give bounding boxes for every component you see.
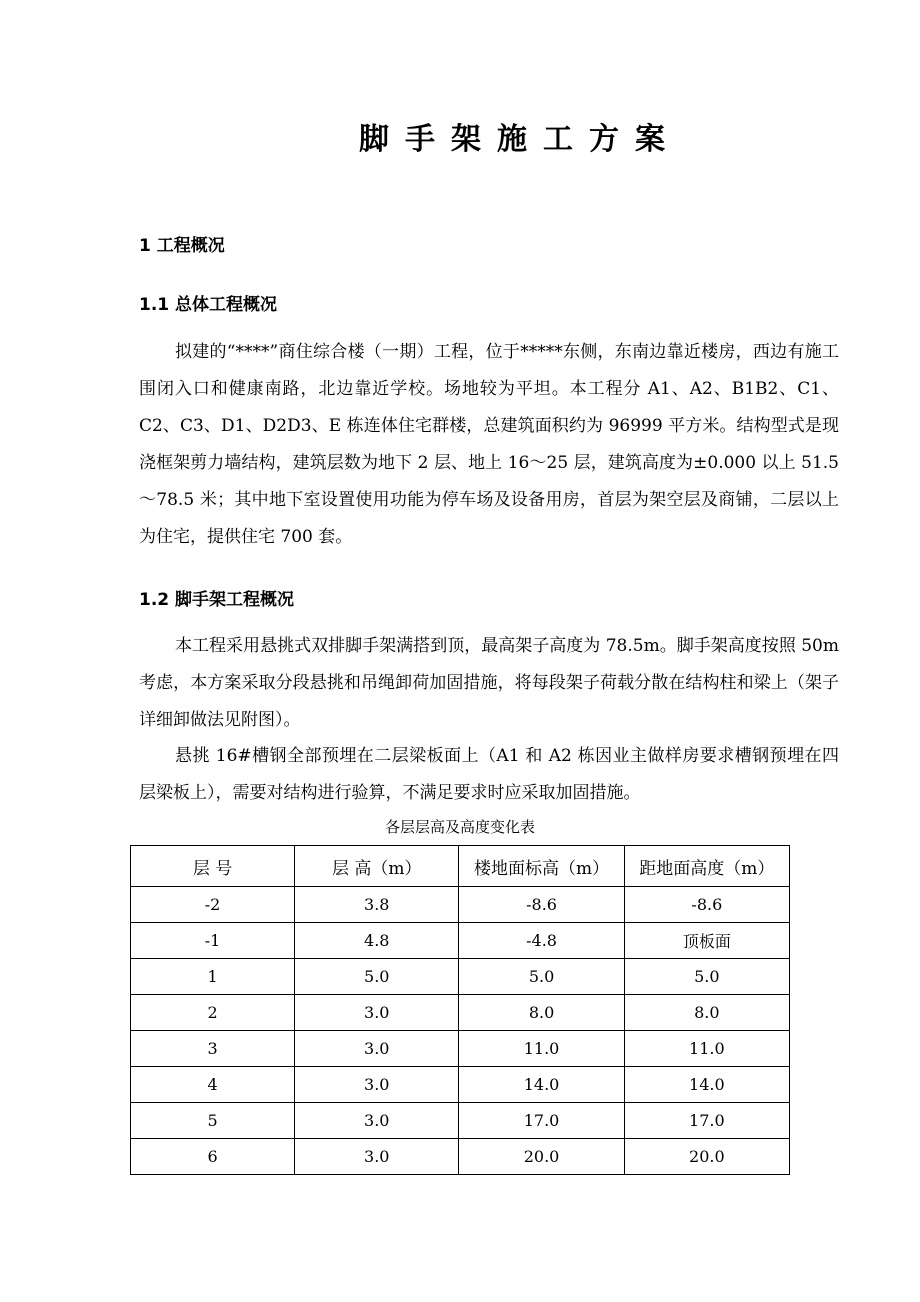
section-heading-1-2: 1.2 脚手架工程概况 [139,590,295,610]
table-cell: 8.0 [624,995,789,1031]
table-row [131,1067,790,1103]
table-caption: 各层层高及高度变化表 [384,818,535,836]
table-cell: 5.0 [295,959,459,995]
table-cell: 顶板面 [624,923,789,959]
table-row [131,1103,790,1139]
paragraph-cantilever-steel: 悬挑 16#槽钢全部预埋在二层梁板面上（A1 和 A2 栋因业主做样房要求槽钢预埋在四层梁板上），需要对结构进行验算，不满足要求时应采取加固措施。 [139,746,839,803]
header-height-above-ground: 距地面高度（m） [624,846,789,887]
section-heading-1-1: 1.1 总体工程概况 [139,295,278,315]
table-cell: 5 [131,1103,295,1139]
table-cell: -8.6 [459,887,624,923]
table-cell: 14.0 [624,1067,789,1103]
table-cell: 20.0 [624,1139,789,1175]
table-cell: 17.0 [624,1103,789,1139]
header-floor-elevation: 楼地面标高（m） [459,846,624,887]
table-cell: 4.8 [295,923,459,959]
table-row [131,1139,790,1175]
table-cell: 17.0 [459,1103,624,1139]
table-cell: 11.0 [459,1031,624,1067]
table-cell: 1 [131,959,295,995]
table-row [131,959,790,995]
table-header-row [131,846,790,887]
table-cell: 2 [131,995,295,1031]
paragraph-project-overview: 拟建的“****”商住综合楼（一期）工程，位于*****东侧，东南边靠近楼房，西边有施工围闭入口和健康南路，北边靠近学校。场地较为平坦。本工程分 A1、A2、B1B2、C1、C2、C3、D1、D2D3、E 栋连体住宅群楼，总建筑面积约为 96999 平方米。结构型式是现浇框架剪力墙结构，建筑层数为地下 2 层、地上 16～25 层，建筑高度为±0.000 以上 51.5～78.5 米；其中地下室设置使用功能为停车场及设备用房，首层为架空层及商铺，二层以上为住宅，提供住宅 700 套。 [139,342,839,547]
table-cell: 6 [131,1139,295,1175]
table-cell: -2 [131,887,295,923]
table-cell: 11.0 [624,1031,789,1067]
table-cell: 5.0 [624,959,789,995]
table-cell: 4 [131,1067,295,1103]
table-cell: -1 [131,923,295,959]
section-heading-1: 1 工程概况 [139,236,225,256]
table-cell: -8.6 [624,887,789,923]
table-cell: 5.0 [459,959,624,995]
table-row [131,923,790,959]
table-cell: 3.0 [295,995,459,1031]
table-cell: 3 [131,1031,295,1067]
table-row [131,995,790,1031]
table-cell: 3.0 [295,1067,459,1103]
table-cell: 3.0 [295,1139,459,1175]
document-title: 脚手架施工方案 [359,122,681,157]
table-cell: 3.8 [295,887,459,923]
floor-height-table [130,845,790,1175]
table-cell: 8.0 [459,995,624,1031]
header-floor-number: 层 号 [131,846,295,887]
paragraph-scaffold-overview: 本工程采用悬挑式双排脚手架满搭到顶，最高架子高度为 78.5m。脚手架高度按照 50m 考虑，本方案采取分段悬挑和吊绳卸荷加固措施，将每段架子荷载分散在结构柱和梁上（架子详细卸做法见附图）。 [139,636,839,730]
table-cell: -4.8 [459,923,624,959]
header-floor-height: 层 高（m） [295,846,459,887]
table-row [131,887,790,923]
table-cell: 3.0 [295,1103,459,1139]
table-cell: 3.0 [295,1031,459,1067]
table-row [131,1031,790,1067]
table-cell: 20.0 [459,1139,624,1175]
table-cell: 14.0 [459,1067,624,1103]
